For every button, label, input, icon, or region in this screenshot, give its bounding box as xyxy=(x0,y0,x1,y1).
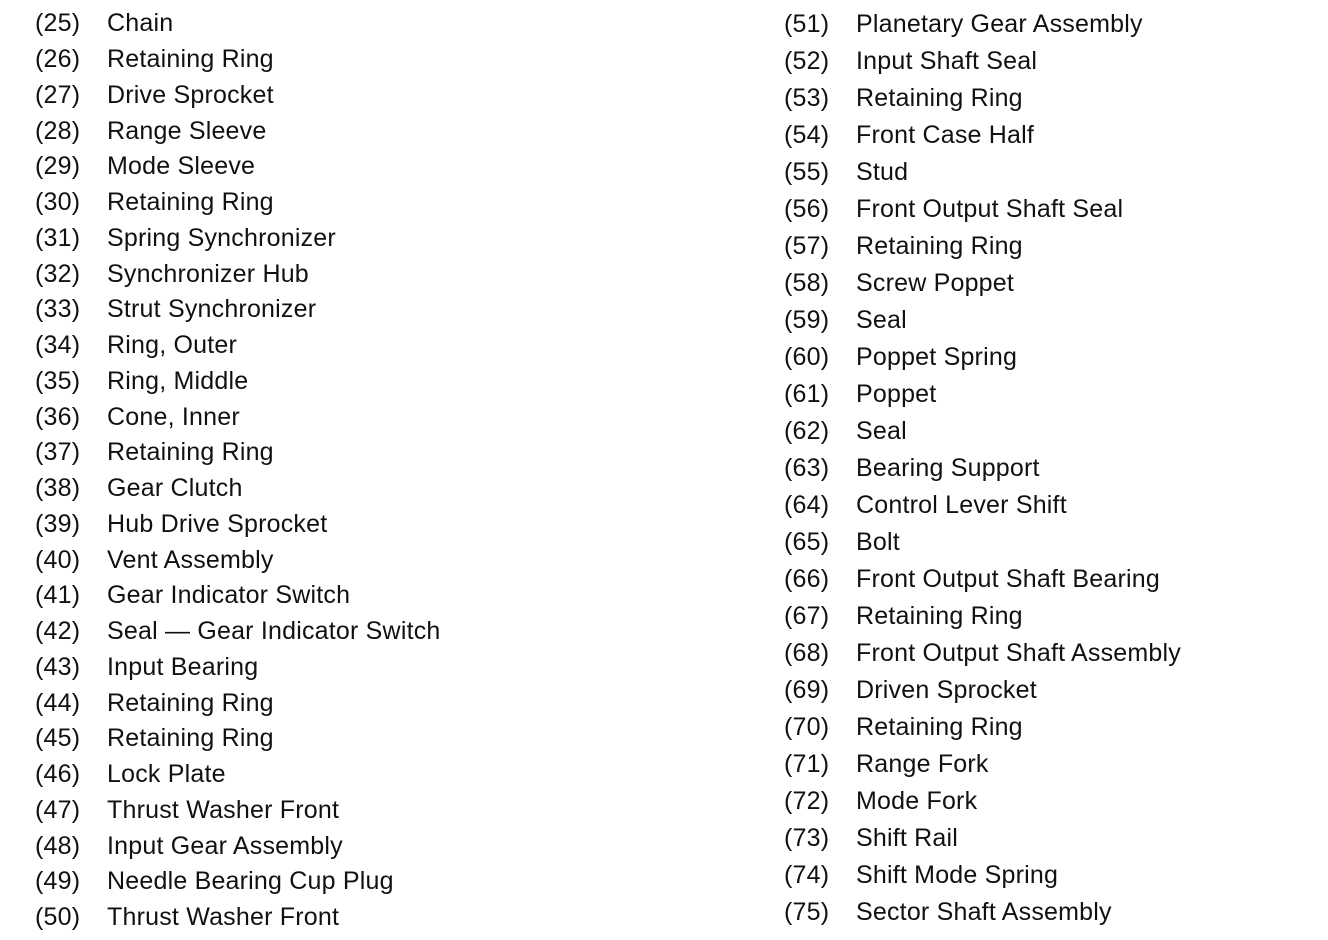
part-number: (51) xyxy=(784,10,830,38)
part-name: Retaining Ring xyxy=(856,84,1023,112)
part-name: Seal xyxy=(856,306,907,334)
part-name: Ring, Middle xyxy=(107,366,249,395)
part-name: Needle Bearing Cup Plug xyxy=(107,867,394,896)
part-item xyxy=(35,578,675,614)
part-number: (43) xyxy=(35,652,81,681)
part-item xyxy=(784,339,1328,376)
part-name: Stud xyxy=(856,158,909,186)
part-name: Hub Drive Sprocket xyxy=(107,509,328,538)
part-name: Ring, Outer xyxy=(107,331,238,360)
part-number: (32) xyxy=(35,259,81,288)
part-number: (60) xyxy=(784,343,830,371)
part-name: Retaining Ring xyxy=(107,45,274,74)
part-name: Retaining Ring xyxy=(856,713,1023,741)
part-number: (45) xyxy=(35,724,81,753)
part-number: (70) xyxy=(784,713,830,741)
part-name: Bearing Support xyxy=(856,454,1040,482)
part-item xyxy=(784,80,1328,117)
part-number: (72) xyxy=(784,787,830,815)
part-number: (71) xyxy=(784,750,830,778)
part-name: Seal — Gear Indicator Switch xyxy=(107,617,441,646)
part-number: (68) xyxy=(784,639,830,667)
part-number: (44) xyxy=(35,688,81,717)
part-item xyxy=(784,117,1328,154)
part-item xyxy=(784,228,1328,265)
part-name: Mode Sleeve xyxy=(107,152,256,181)
part-item xyxy=(784,894,1328,931)
part-number: (29) xyxy=(35,152,81,181)
part-item xyxy=(784,302,1328,339)
part-number: (59) xyxy=(784,306,830,334)
part-item xyxy=(35,507,675,543)
part-number: (54) xyxy=(784,121,830,149)
part-name: Retaining Ring xyxy=(107,438,274,467)
part-name: Lock Plate xyxy=(107,760,226,789)
part-number: (62) xyxy=(784,417,830,445)
part-item xyxy=(35,685,675,721)
part-item xyxy=(784,43,1328,80)
part-item xyxy=(35,900,675,936)
part-item xyxy=(784,635,1328,672)
part-number: (31) xyxy=(35,223,81,252)
part-item xyxy=(35,78,675,114)
part-name: Gear Indicator Switch xyxy=(107,581,351,610)
part-name: Input Bearing xyxy=(107,652,259,681)
part-item xyxy=(35,757,675,793)
part-item xyxy=(784,746,1328,783)
part-item xyxy=(35,221,675,257)
part-name: Chain xyxy=(107,9,174,38)
part-number: (28) xyxy=(35,116,81,145)
part-name: Shift Rail xyxy=(856,824,959,852)
part-number: (46) xyxy=(35,760,81,789)
part-item xyxy=(784,265,1328,302)
part-name: Retaining Ring xyxy=(107,724,274,753)
part-name: Shift Mode Spring xyxy=(856,861,1059,889)
part-number: (35) xyxy=(35,366,81,395)
part-name: Front Output Shaft Assembly xyxy=(856,639,1181,667)
part-item xyxy=(35,113,675,149)
part-number: (41) xyxy=(35,581,81,610)
part-name: Spring Synchronizer xyxy=(107,223,336,252)
part-name: Bolt xyxy=(856,528,900,556)
part-item xyxy=(35,864,675,900)
part-item xyxy=(35,149,675,185)
part-item xyxy=(784,191,1328,228)
parts-list-left xyxy=(35,6,675,936)
part-number: (74) xyxy=(784,861,830,889)
part-name: Planetary Gear Assembly xyxy=(856,10,1143,38)
part-name: Gear Clutch xyxy=(107,474,243,503)
part-number: (30) xyxy=(35,188,81,217)
part-name: Thrust Washer Front xyxy=(107,903,340,932)
part-item xyxy=(784,561,1328,598)
part-name: Thrust Washer Front xyxy=(107,795,340,824)
part-name: Seal xyxy=(856,417,907,445)
part-item xyxy=(784,783,1328,820)
part-number: (64) xyxy=(784,491,830,519)
part-item xyxy=(784,487,1328,524)
part-name: Retaining Ring xyxy=(856,602,1023,630)
part-number: (40) xyxy=(35,545,81,574)
part-name: Screw Poppet xyxy=(856,269,1015,297)
part-number: (36) xyxy=(35,402,81,431)
part-item xyxy=(784,672,1328,709)
part-number: (52) xyxy=(784,47,830,75)
part-number: (39) xyxy=(35,509,81,538)
part-number: (65) xyxy=(784,528,830,556)
part-name: Drive Sprocket xyxy=(107,80,274,109)
part-number: (42) xyxy=(35,617,81,646)
part-item xyxy=(784,154,1328,191)
part-item xyxy=(35,328,675,364)
part-number: (37) xyxy=(35,438,81,467)
part-number: (38) xyxy=(35,474,81,503)
part-item xyxy=(784,413,1328,450)
part-item xyxy=(35,793,675,829)
part-name: Input Shaft Seal xyxy=(856,47,1038,75)
part-item xyxy=(35,721,675,757)
part-name: Retaining Ring xyxy=(107,688,274,717)
part-name: Front Case Half xyxy=(856,121,1035,149)
part-item xyxy=(35,364,675,400)
part-name: Cone, Inner xyxy=(107,402,240,431)
part-item xyxy=(35,42,675,78)
part-name: Sector Shaft Assembly xyxy=(856,898,1112,926)
part-item xyxy=(35,256,675,292)
part-item xyxy=(784,6,1328,43)
part-item xyxy=(35,292,675,328)
part-name: Poppet xyxy=(856,380,937,408)
part-number: (34) xyxy=(35,331,81,360)
part-name: Vent Assembly xyxy=(107,545,274,574)
part-item xyxy=(35,435,675,471)
part-name: Range Sleeve xyxy=(107,116,267,145)
part-number: (25) xyxy=(35,9,81,38)
part-item xyxy=(35,6,675,42)
part-item xyxy=(35,399,675,435)
part-number: (58) xyxy=(784,269,830,297)
part-name: Control Lever Shift xyxy=(856,491,1067,519)
part-item xyxy=(35,828,675,864)
part-number: (50) xyxy=(35,903,81,932)
part-number: (67) xyxy=(784,602,830,630)
part-number: (26) xyxy=(35,45,81,74)
part-name: Mode Fork xyxy=(856,787,978,815)
part-number: (61) xyxy=(784,380,830,408)
part-item xyxy=(784,857,1328,894)
part-name: Front Output Shaft Seal xyxy=(856,195,1124,223)
part-number: (27) xyxy=(35,80,81,109)
part-name: Front Output Shaft Bearing xyxy=(856,565,1160,593)
part-number: (33) xyxy=(35,295,81,324)
part-item xyxy=(784,820,1328,857)
part-item xyxy=(784,524,1328,561)
part-item xyxy=(35,185,675,221)
part-item xyxy=(784,450,1328,487)
part-name: Poppet Spring xyxy=(856,343,1018,371)
parts-list-right xyxy=(784,6,1328,931)
part-number: (56) xyxy=(784,195,830,223)
part-name: Synchronizer Hub xyxy=(107,259,309,288)
part-number: (49) xyxy=(35,867,81,896)
part-number: (57) xyxy=(784,232,830,260)
part-number: (47) xyxy=(35,795,81,824)
part-number: (75) xyxy=(784,898,830,926)
part-name: Input Gear Assembly xyxy=(107,831,343,860)
part-number: (69) xyxy=(784,676,830,704)
part-item xyxy=(35,471,675,507)
part-name: Strut Synchronizer xyxy=(107,295,317,324)
part-number: (66) xyxy=(784,565,830,593)
part-item xyxy=(35,542,675,578)
part-item xyxy=(35,614,675,650)
part-item xyxy=(784,376,1328,413)
part-name: Range Fork xyxy=(856,750,989,778)
part-number: (55) xyxy=(784,158,830,186)
part-item xyxy=(784,709,1328,746)
part-number: (53) xyxy=(784,84,830,112)
part-name: Retaining Ring xyxy=(107,188,274,217)
part-number: (48) xyxy=(35,831,81,860)
part-item xyxy=(35,650,675,686)
part-name: Driven Sprocket xyxy=(856,676,1037,704)
part-number: (73) xyxy=(784,824,830,852)
part-name: Retaining Ring xyxy=(856,232,1023,260)
part-item xyxy=(784,598,1328,635)
part-number: (63) xyxy=(784,454,830,482)
